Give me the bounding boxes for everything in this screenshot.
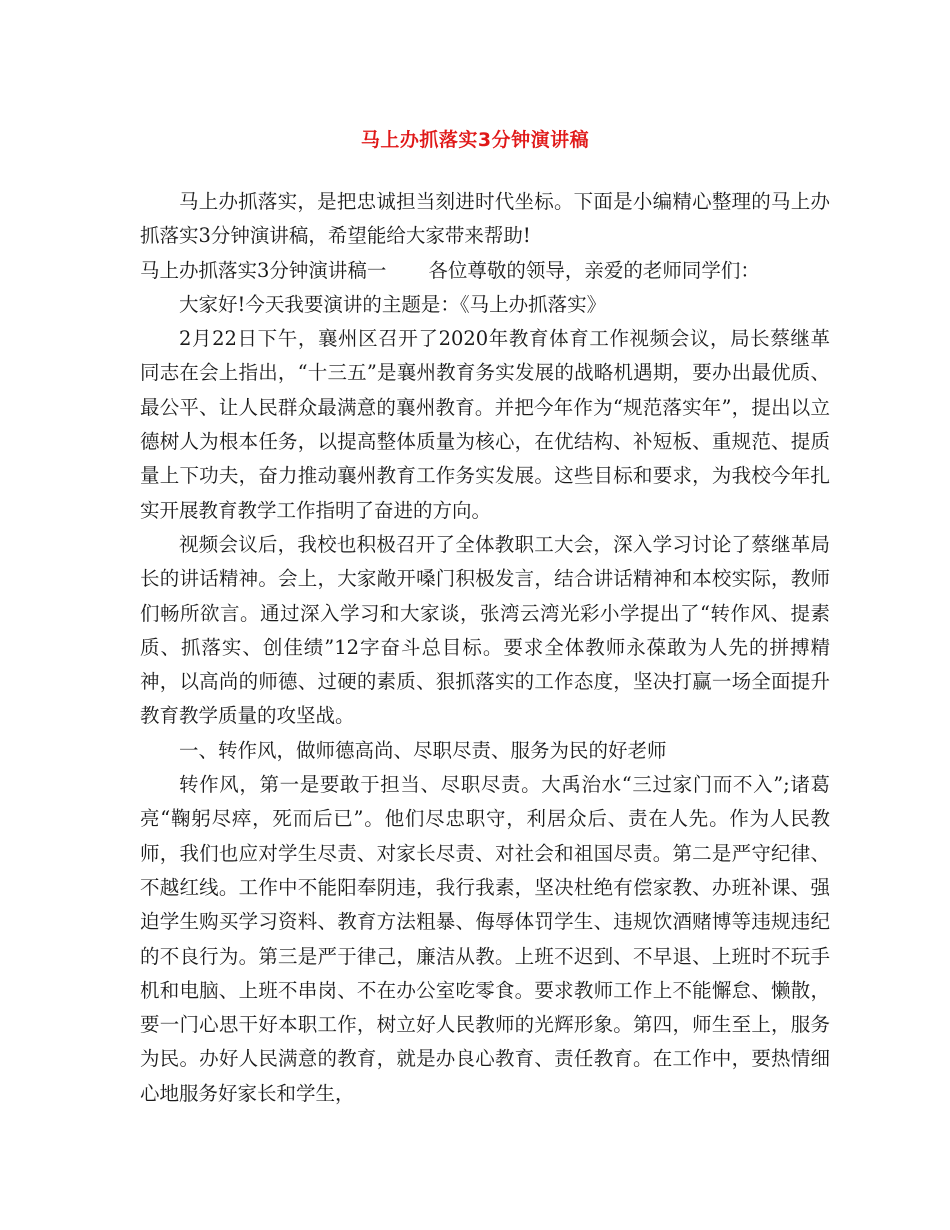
speech-heading-label: 马上办抓落实3分钟演讲稿一: [140, 258, 387, 282]
style-paragraph: 转作风，第一是要敢于担当、尽职尽责。大禹治水“三过家门而不入”;诸葛亮“鞠躬尽瘁，死而后已”。他们尽忠职守，利居众后、责在人先。作为人民教师，我们也应对学生尽责、对家长尽责、对社会和祖国尽责。第二是严守纪律、不越红线。工作中不能阳奉阴违，我行我素，坚决杜绝有偿家教、办班补课、强迫学生购买学习资料、教育方法粗暴、侮辱体罚学生、违规饮酒赌博等违规违纪的不良行为。第三是严于律己，廉洁从教。上班不迟到、不早退、上班时不玩手机和电脑、上班不串岗、不在办公室吃零食。要求教师工作上不能懈怠、懒散，要一门心思干好本职工作，树立好人民教师的光辉形象。第四，师生至上，服务为民。办好人民满意的教育，就是办良心教育、责任教育。在工作中，要热情细心地服务好家长和学生，: [140, 773, 830, 1105]
speech-greeting: 各位尊敬的领导，亲爱的老师同学们：: [428, 258, 760, 282]
meeting-paragraph: 2月22日下午，襄州区召开了2020年教育体育工作视频会议，局长蔡继革同志在会上指出，“十三五”是襄州教育务实发展的战略机遇期，要办出最优质、最公平、让人民群众最满意的襄州教育。并把今年作为“规范落实年”，提出以立德树人为根本任务，以提高整体质量为核心，在优结构、补短板、重规范、提质量上下功夫，奋力推动襄州教育工作务实发展。这些目标和要求，为我校今年扎实开展教育教学工作指明了奋进的方向。: [140, 327, 830, 522]
document-body: [140, 185, 830, 1111]
speech-heading-line: [140, 254, 830, 288]
document-title: 马上办抓落实3分钟演讲稿: [360, 129, 590, 151]
school-meeting-paragraph: 视频会议后，我校也积极召开了全体教职工大会，深入学习讨论了蔡继革局长的讲话精神。会上，大家敞开嗓门积极发言，结合讲话精神和本校实际，教师们畅所欲言。通过深入学习和大家谈，张湾云湾光彩小学提出了“转作风、提素质、抓落实、创佳绩”12字奋斗总目标。要求全体教师永葆敢为人先的拼搏精神，以高尚的师德、过硬的素质、狠抓落实的工作态度，坚决打赢一场全面提升教育教学质量的攻坚战。: [140, 532, 830, 728]
topic-paragraph: 大家好!今天我要演讲的主题是：《马上办抓落实》: [179, 292, 607, 316]
intro-paragraph: 马上办抓落实，是把忠诚担当刻进时代坐标。下面是小编精心整理的马上办抓落实3分钟演讲稿，希望能给大家带来帮助!: [140, 190, 830, 248]
section-heading: 一、转作风，做师德高尚、尽职尽责、服务为民的好老师: [179, 738, 667, 762]
